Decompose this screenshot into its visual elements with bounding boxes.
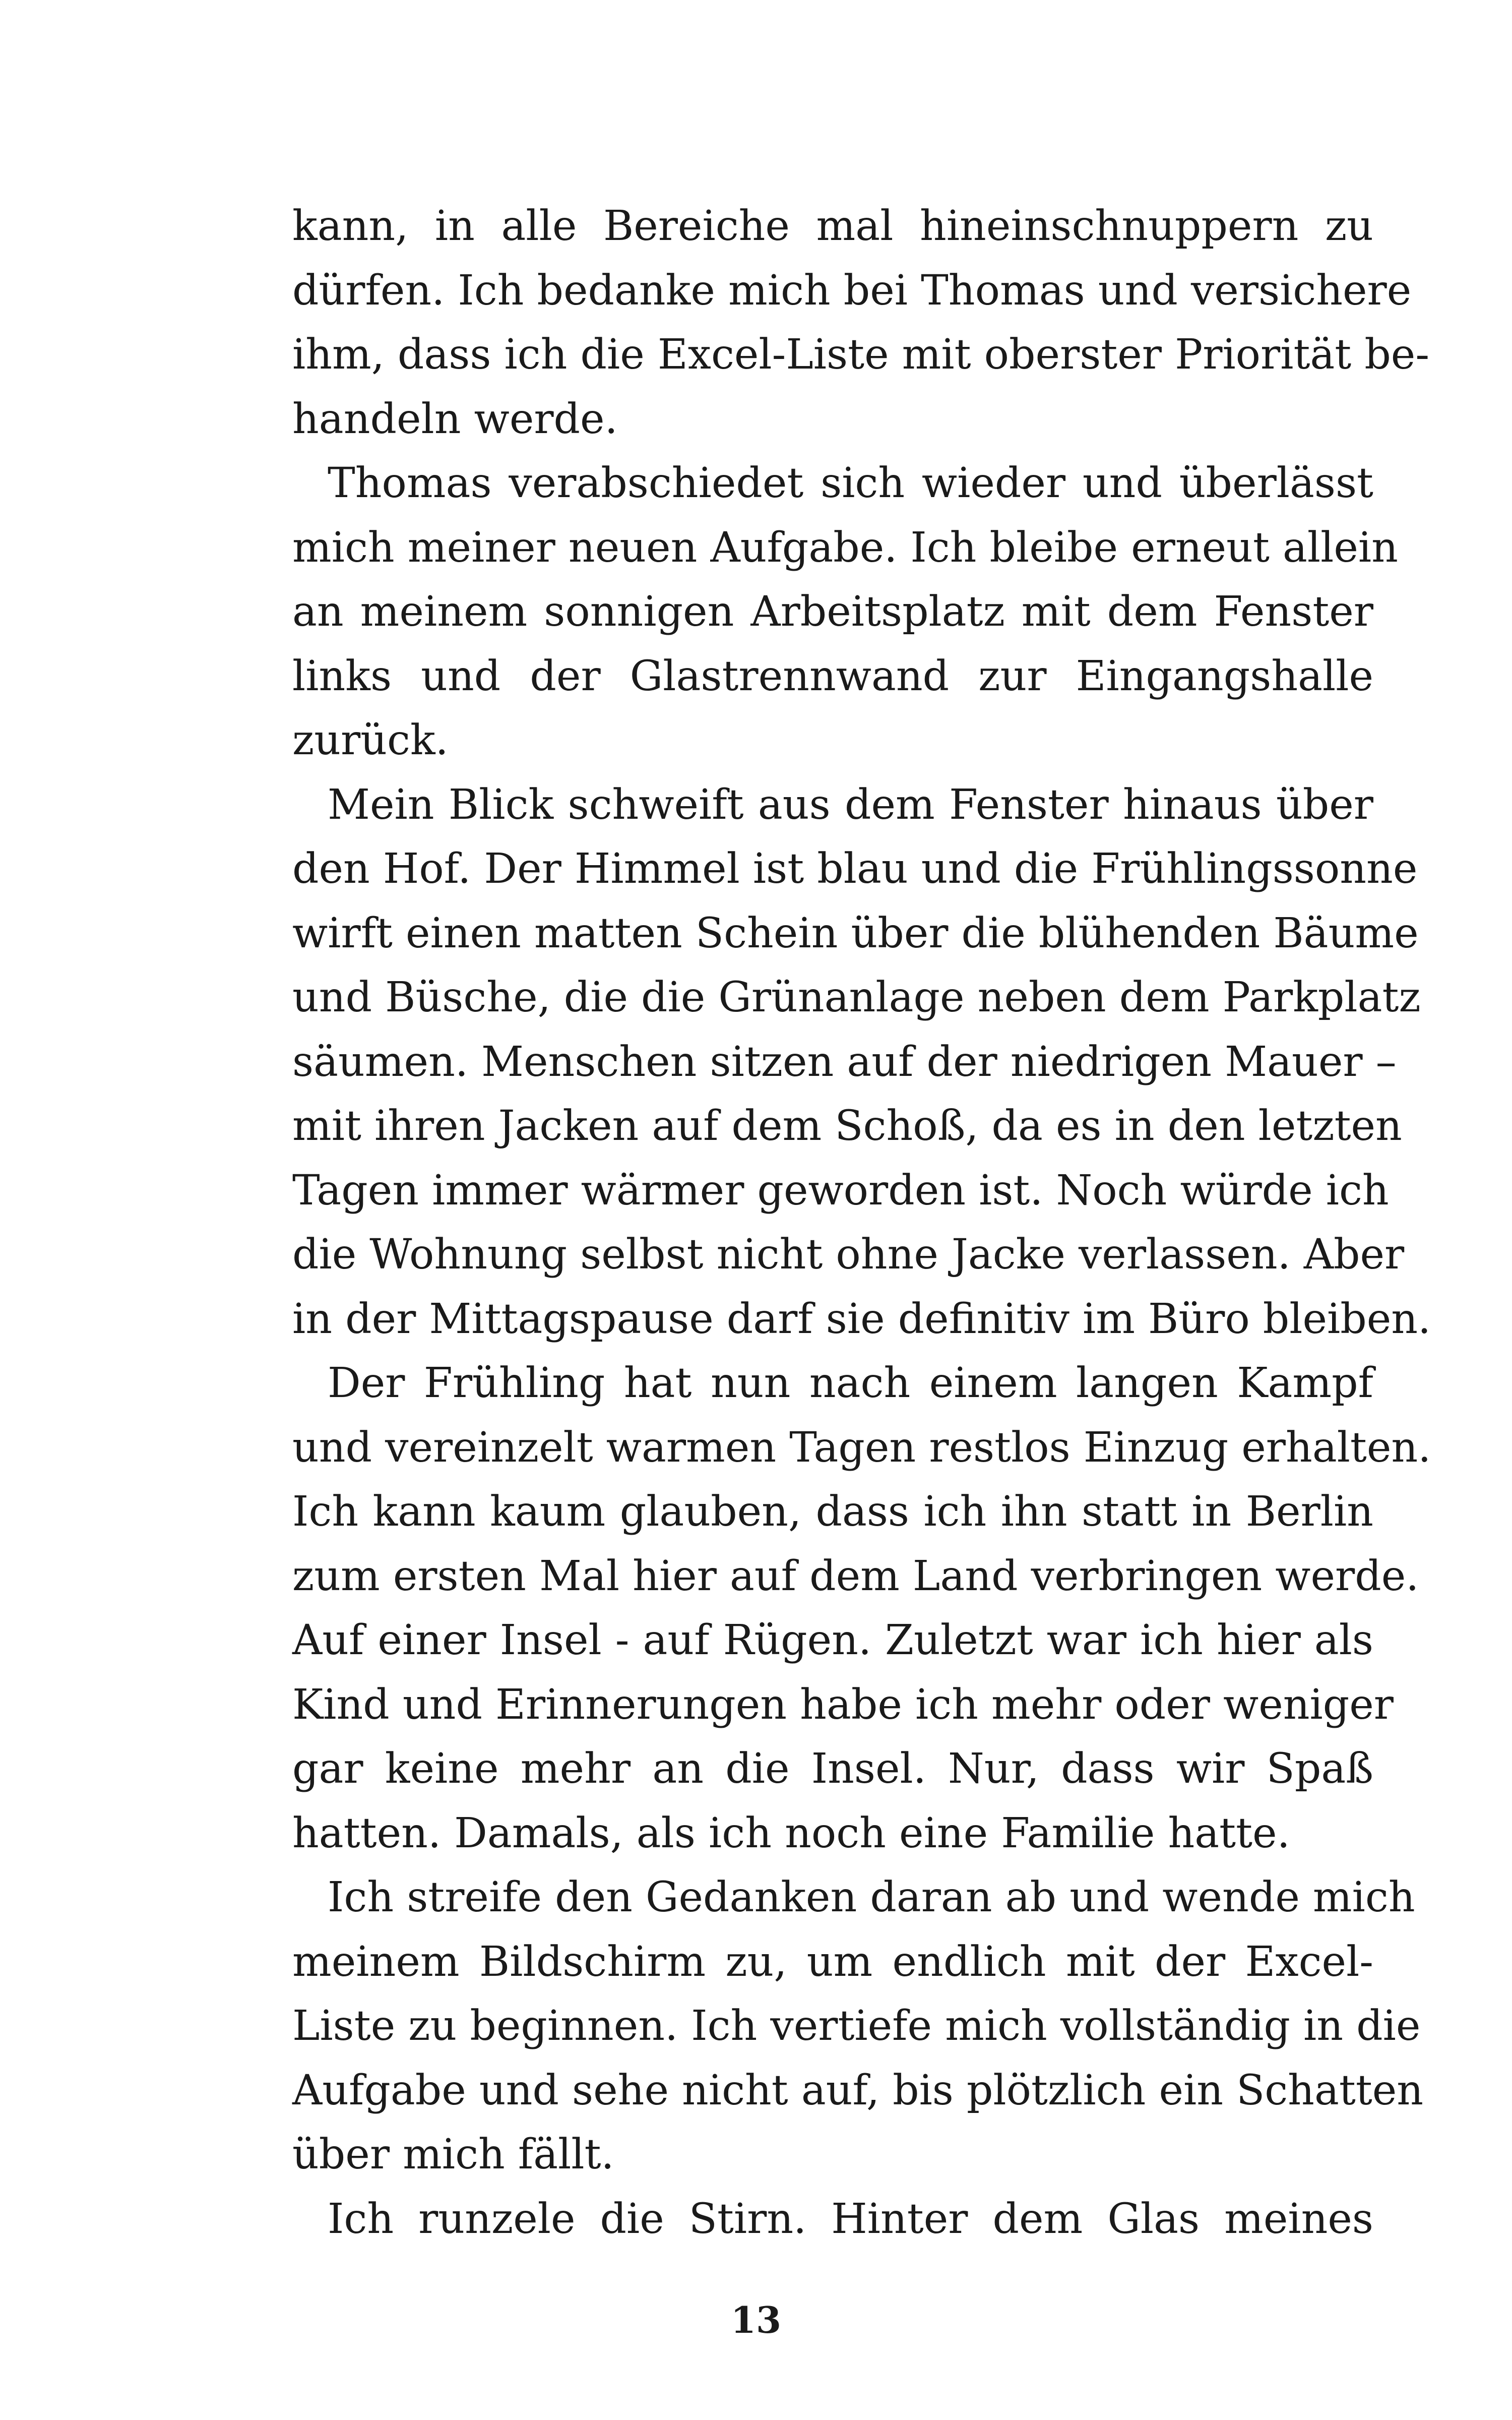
text-line: wirft einen matten Schein über die blühenden Bäume xyxy=(292,909,1419,957)
text-line: und vereinzelt warmen Tagen restlos Einzug erhalten. xyxy=(292,1423,1431,1472)
text-line: meinem Bildschirm zu, um endlich mit der Excel- xyxy=(292,1938,1373,1986)
page-number: 13 xyxy=(730,2298,782,2341)
text-line: links und der Glastrennwand zur Eingangshalle xyxy=(292,652,1373,700)
text-line: dürfen. Ich bedanke mich bei Thomas und versichere xyxy=(292,266,1412,315)
text-line: an meinem sonnigen Arbeitsplatz mit dem Fenster xyxy=(292,588,1373,636)
text-line: zurück. xyxy=(292,716,449,764)
paragraph-start-line: Mein Blick schweift aus dem Fenster hinaus über xyxy=(328,780,1373,829)
text-line: Aufgabe und sehe nicht auf, bis plötzlich ein Schatten xyxy=(292,2066,1424,2114)
text-line: kann, in alle Bereiche mal hineinschnuppern zu xyxy=(292,202,1373,250)
text-line: und Büsche, die die Grünanlage neben dem Parkplatz xyxy=(292,974,1421,1021)
text-line: zum ersten Mal hier auf dem Land verbringen werde. xyxy=(292,1552,1419,1600)
text-line: Liste zu beginnen. Ich vertiefe mich vollständig in die xyxy=(292,2002,1421,2050)
text-line: hatten. Damals, als ich noch eine Familie hatte. xyxy=(292,1809,1290,1857)
text-line: mit ihren Jacken auf dem Schoß, da es in den letzten xyxy=(292,1102,1402,1150)
text-line: gar keine mehr an die Insel. Nur, dass wir Spaß xyxy=(292,1745,1373,1793)
body-text xyxy=(292,194,1431,2251)
paragraph-start-line: Ich runzele die Stirn. Hinter dem Glas meines xyxy=(328,2195,1373,2243)
text-line: den Hof. Der Himmel ist blau und die Frühlingssonne xyxy=(292,845,1418,893)
text-line: über mich fällt. xyxy=(292,2131,614,2179)
text-line: Ich kann kaum glauben, dass ich ihn statt in Berlin xyxy=(292,1488,1373,1536)
text-line: ihm, dass ich die Excel-Liste mit oberster Priorität be- xyxy=(292,331,1430,379)
text-line: handeln werde. xyxy=(292,395,618,443)
paragraph-start-line: Der Frühling hat nun nach einem langen Kampf xyxy=(328,1359,1373,1407)
text-line: Kind und Erinnerungen habe ich mehr oder weniger xyxy=(292,1680,1394,1729)
text-line: säumen. Menschen sitzen auf der niedrigen Mauer – xyxy=(292,1038,1397,1086)
text-line: mich meiner neuen Aufgabe. Ich bleibe erneut allein xyxy=(292,523,1398,572)
text-line: Tagen immer wärmer geworden ist. Noch würde ich xyxy=(292,1166,1389,1215)
text-line: die Wohnung selbst nicht ohne Jacke verlassen. Aber xyxy=(292,1231,1405,1279)
text-line: Auf einer Insel - auf Rügen. Zuletzt war ich hier als xyxy=(292,1616,1373,1664)
paragraph-start-line: Ich streife den Gedanken daran ab und wende mich xyxy=(328,1873,1415,1921)
text-line: in der Mittagspause darf sie definitiv im Büro bleiben. xyxy=(292,1295,1431,1343)
paragraph-start-line: Thomas verabschiedet sich wieder und überlässt xyxy=(328,459,1373,507)
